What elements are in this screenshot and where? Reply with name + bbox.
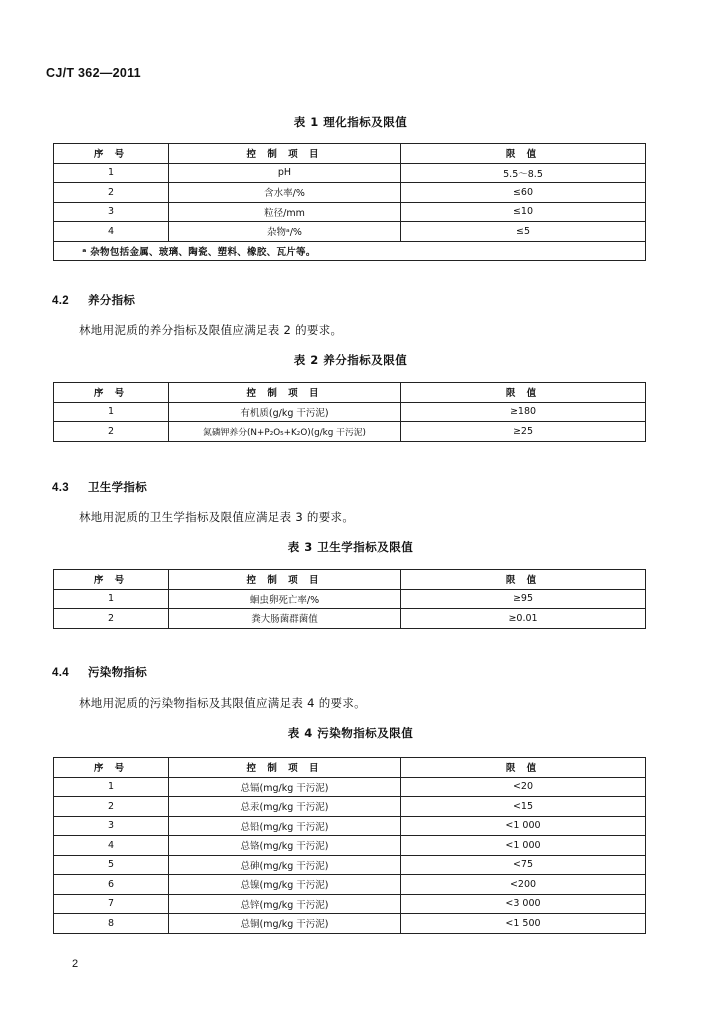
table-cell: 总镍(mg/kg 干污泥) [169,875,401,895]
table4-caption: 表 4 污染物指标及限值 [287,726,414,740]
table-row [54,402,646,422]
table-row [54,875,646,895]
table3 [53,569,646,629]
table-cell: 6 [54,875,169,895]
table-cell: 4 [54,222,169,242]
table-cell: pH [169,163,401,183]
table-cell: 1 [54,777,169,797]
table-cell: <200 [401,875,646,895]
section-title: 污染物指标 [88,665,147,679]
column-header-seq: 序 号 [54,383,169,403]
table-row [54,609,646,629]
table-cell: 总砷(mg/kg 干污泥) [169,855,401,875]
table-cell: 杂物ᵃ/% [169,222,401,242]
table-cell: 1 [54,589,169,609]
page-number: 2 [72,958,79,970]
section-paragraph: 林地用泥质的污染物指标及其限值应满足表 4 的要求。 [79,696,366,710]
table-row [54,163,646,183]
table-cell: 2 [54,797,169,817]
table-cell: ≥180 [401,402,646,422]
section-title: 卫生学指标 [88,480,147,494]
table-row [54,422,646,442]
table-cell: <3 000 [401,894,646,914]
table-cell: 5.5～8.5 [401,163,646,183]
table-row [54,894,646,914]
standard-code: CJ/T 362—2011 [46,66,141,80]
table-row [54,202,646,222]
column-header-item: 控 制 项 目 [169,383,401,403]
column-header-item: 控 制 项 目 [169,144,401,164]
table-cell: ≤60 [401,183,646,203]
section-heading-4-2 [52,292,135,308]
table-cell: 氮磷钾养分(N+P₂O₅+K₂O)(g/kg 干污泥) [169,422,401,442]
column-header-seq: 序 号 [54,144,169,164]
table-cell: 1 [54,402,169,422]
column-header-item: 控 制 项 目 [169,758,401,778]
table2-caption: 表 2 养分指标及限值 [293,353,408,367]
column-header-item: 控 制 项 目 [169,570,401,590]
section-number: 4.2 [52,295,69,307]
table-cell: 粪大肠菌群菌值 [169,609,401,629]
table-cell: 7 [54,894,169,914]
table-cell: 总铬(mg/kg 干污泥) [169,836,401,856]
table-cell: <15 [401,797,646,817]
table-cell: <1 500 [401,914,646,934]
table-cell: 8 [54,914,169,934]
table-cell: 蛔虫卵死亡率/% [169,589,401,609]
table-row [54,777,646,797]
table2 [53,382,646,442]
section-title: 养分指标 [88,293,136,307]
table-header-row [54,144,646,164]
table-cell: ≤5 [401,222,646,242]
table-header-row [54,758,646,778]
table-header-row [54,570,646,590]
table-cell: 5 [54,855,169,875]
table-row [54,836,646,856]
section-paragraph: 林地用泥质的卫生学指标及限值应满足表 3 的要求。 [79,510,355,524]
section-heading-4-3 [52,479,147,495]
column-header-limit: 限 值 [401,383,646,403]
table1-caption: 表 1 理化指标及限值 [293,115,408,129]
table-cell: ≥0.01 [401,609,646,629]
table-note-row [54,241,646,261]
table-cell: 总铜(mg/kg 干污泥) [169,914,401,934]
column-header-seq: 序 号 [54,570,169,590]
table-cell: 2 [54,422,169,442]
table-cell: 2 [54,609,169,629]
table-header-row [54,383,646,403]
section-number: 4.3 [52,482,69,494]
table-row [54,222,646,242]
column-header-limit: 限 值 [401,570,646,590]
column-header-limit: 限 值 [401,758,646,778]
table-cell: ≤10 [401,202,646,222]
table-cell: 总铅(mg/kg 干污泥) [169,816,401,836]
table1-footnote: ᵃ 杂物包括金属、玻璃、陶瓷、塑料、橡胶、瓦片等。 [54,241,646,261]
table3-caption: 表 3 卫生学指标及限值 [287,540,414,554]
column-header-seq: 序 号 [54,758,169,778]
section-heading-4-4 [52,664,147,680]
table-cell: 4 [54,836,169,856]
table1 [53,143,646,261]
section-paragraph: 林地用泥质的养分指标及限值应满足表 2 的要求。 [79,323,343,337]
table-cell: ≥95 [401,589,646,609]
column-header-limit: 限 值 [401,144,646,164]
table-row [54,914,646,934]
table-cell: 总锌(mg/kg 干污泥) [169,894,401,914]
table-cell: <1 000 [401,816,646,836]
table-cell: <75 [401,855,646,875]
table-row [54,855,646,875]
table-cell: 总汞(mg/kg 干污泥) [169,797,401,817]
table-row [54,183,646,203]
table-cell: 粒径/mm [169,202,401,222]
table-cell: 2 [54,183,169,203]
table-cell: 3 [54,202,169,222]
table-cell: 总镉(mg/kg 干污泥) [169,777,401,797]
section-number: 4.4 [52,667,69,679]
table-cell: <20 [401,777,646,797]
table-cell: 3 [54,816,169,836]
table-cell: <1 000 [401,836,646,856]
table-row [54,816,646,836]
table-row [54,797,646,817]
table-cell: ≥25 [401,422,646,442]
table-cell: 含水率/% [169,183,401,203]
table-row [54,589,646,609]
table-cell: 1 [54,163,169,183]
table-cell: 有机质(g/kg 干污泥) [169,402,401,422]
table4 [53,757,646,934]
